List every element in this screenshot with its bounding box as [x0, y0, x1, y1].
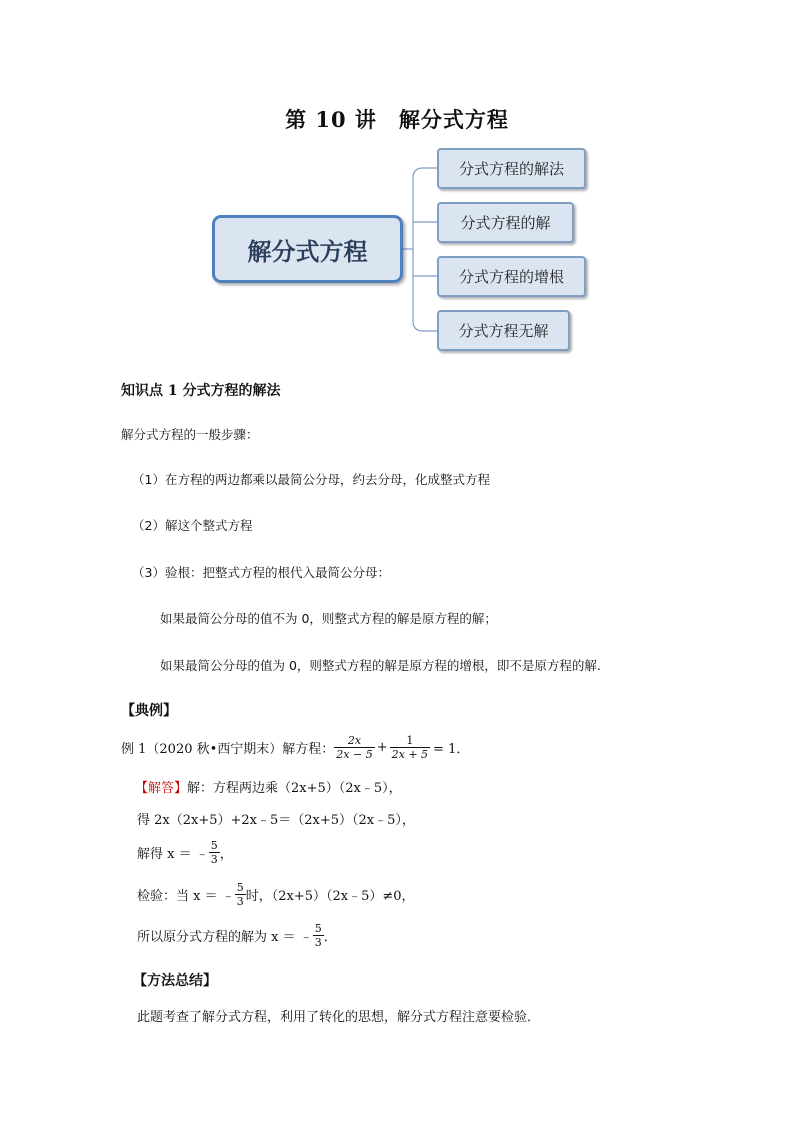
step-2: （2）解这个整式方程: [132, 518, 253, 533]
step-3: （3）验根：把整式方程的根代入最简公分母：: [132, 565, 390, 580]
answer-line-2: 得 2x（2x+5）+2x﹣5＝（2x+5）（2x﹣5），: [137, 813, 415, 828]
section-heading: 知识点 1 分式方程的解法: [121, 383, 281, 399]
answer-fraction-1-numerator: 5: [210, 838, 218, 852]
mindmap-node-extraneous-root: 分式方程的增根: [437, 256, 586, 297]
page-title: 第 10 讲 解分式方程: [285, 107, 509, 132]
mindmap-node-solution: 分式方程的解: [437, 202, 574, 243]
answer-fraction-1: [209, 839, 220, 866]
example-prefix: 例 1（2020 秋•西宁期末）解方程：: [121, 741, 335, 757]
answer-line-4: [137, 877, 415, 911]
answer-line-1: [135, 777, 402, 796]
summary-heading: 【方法总结】: [133, 973, 217, 989]
answer-line-5: [137, 918, 337, 952]
mindmap-node-solution-method: 分式方程的解法: [437, 148, 586, 189]
answer-tag: 【解答】: [135, 781, 188, 796]
answer-line-4-suffix: 时，（2x+5）（2x﹣5）≠0，: [245, 888, 415, 904]
fraction-2-numerator: 1: [390, 734, 430, 748]
answer-line-5-suffix: ．: [323, 929, 337, 945]
mindmap-node-no-solution: 分式方程无解: [437, 310, 570, 351]
answer-fraction-2-numerator: 5: [236, 880, 244, 894]
check-rule-b: 如果最简公分母的值为 0，则整式方程的解是原方程的增根，即不是原方程的解.: [160, 658, 601, 673]
answer-line-3: [137, 835, 233, 869]
equation-tail: = 1．: [433, 741, 470, 757]
answer-line-5-prefix: 所以原分式方程的解为 x ＝ ﹣: [137, 929, 313, 945]
mindmap-connectors: [0, 0, 794, 400]
answer-line-3-prefix: 解得 x ＝ ﹣: [137, 846, 209, 862]
plus-sign: +: [376, 739, 388, 755]
fraction-1-denominator: 2x − 5: [336, 747, 373, 761]
fraction-2: [390, 734, 430, 761]
step-1: （1）在方程的两边都乘以最简公分母，约去分母，化成整式方程: [132, 472, 490, 487]
answer-fraction-3: [313, 922, 324, 949]
check-rule-a: 如果最简公分母的值不为 0，则整式方程的解是原方程的解；: [160, 611, 497, 626]
fraction-1-numerator: 2x: [334, 734, 374, 748]
example-heading: 【典例】: [121, 703, 177, 719]
fraction-1: [334, 734, 374, 761]
answer-fraction-2-denominator: 3: [236, 894, 244, 908]
fraction-2-denominator: 2x + 5: [391, 747, 429, 761]
mindmap-center-node: 解分式方程: [212, 215, 403, 283]
answer-fraction-2: [235, 881, 246, 908]
answer-line-1-text: 解：方程两边乘（2x+5）（2x﹣5），: [187, 781, 402, 796]
answer-line-4-prefix: 检验：当 x ＝ ﹣: [137, 888, 235, 904]
answer-line-3-suffix: ，: [219, 846, 233, 862]
answer-fraction-3-numerator: 5: [314, 921, 322, 935]
answer-fraction-3-denominator: 3: [314, 935, 322, 949]
example-problem: [121, 730, 469, 764]
steps-intro: 解分式方程的一般步骤：: [121, 427, 259, 442]
summary-text: 此题考查了解分式方程，利用了转化的思想，解分式方程注意要检验．: [137, 1010, 541, 1025]
answer-fraction-1-denominator: 3: [210, 852, 218, 866]
